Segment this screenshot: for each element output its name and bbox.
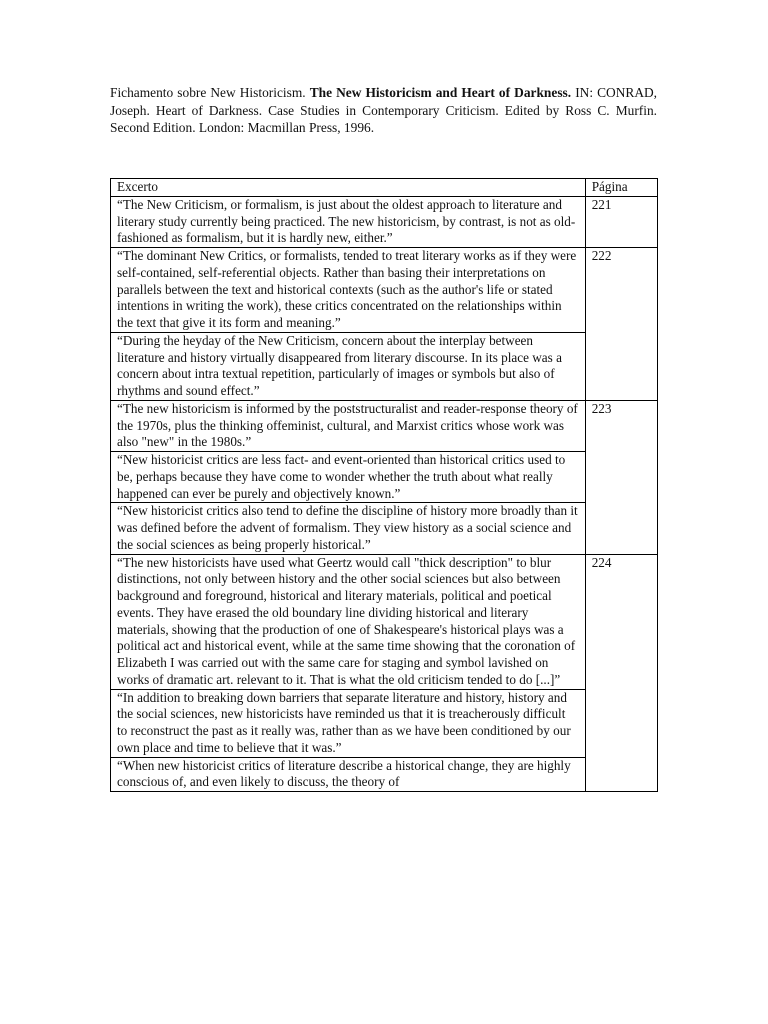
excerpt-cell: “The new historicism is informed by the poststructuralist and reader-response theory of the 1970s, plus the thinking offeminist, cultural, and Marxist critics whose work was also "new" in the 1980s.” [111, 400, 586, 451]
table-row [111, 689, 658, 757]
excerpt-part: “The new historicists have used what Geertz would call "thick description" to blur distinctions, not only between history and the other social sciences but also between [117, 554, 561, 587]
excerpt-cell: “New historicist critics are less fact- and event-oriented than historical critics used to be, perhaps because they have come to wonder whether the truth about what really happened can ever be purely and objectively known.” [111, 452, 586, 503]
excerpt-part-continued: background and foreground, historical and literary materials, political and poetical events. They have erased the old boundary line dividing historical and literary materials, showing that the production of one of Shakespeare's historical plays was a political act and historical event, while at the same time showing that the coronation of Elizabeth I was carried out with the same care for staging and symbol lavished on works of dramatic art. relevant to it. That is what the old criticism tended to do [...]” [117, 588, 576, 687]
table-row [111, 400, 658, 451]
table-row [111, 248, 658, 333]
table-row [111, 503, 658, 554]
table-row [111, 452, 658, 503]
excerpt-cell: “The dominant New Critics, or formalists, tended to treat literary works as if they were self-contained, self-referential objects. Rather than basing their interpretations on parallels between the text and historical contexts (such as the author's life or stated intentions in writing the work), these critics concentrated on the relationships within the text that give it its form and meaning.” [111, 248, 586, 333]
table-row [111, 554, 658, 689]
excerpts-table [110, 178, 658, 792]
bibliographic-citation [110, 84, 657, 137]
excerpt-column-header: Excerto [111, 179, 586, 197]
excerpt-cell: “New historicist critics also tend to define the discipline of history more broadly than it was defined before the advent of formalism. They view history as a social science and the social sciences as being properly historical.” [111, 503, 586, 554]
excerpt-cell: “In addition to breaking down barriers that separate literature and history, history and the social sciences, new historicists have reminded us that it is treacherously difficult to reconstruct the past as it really was, rather than as we have been conditioned by our own place and time to believe that it was.” [111, 689, 586, 757]
page-cell: 221 [585, 196, 657, 247]
table-row [111, 757, 658, 792]
excerpt-cell: “When new historicist critics of literature describe a historical change, they are highly conscious of, and even likely to discuss, the theory of [111, 757, 586, 792]
table-row [111, 332, 658, 400]
table-header-row [111, 179, 658, 197]
excerpt-cell [111, 554, 586, 689]
page-cell: 222 [585, 248, 657, 401]
excerpt-cell: “During the heyday of the New Criticism, concern about the interplay between literature and history virtually disappeared from literary discourse. In its place was a concern about intra textual repetition, particularly of images or symbols but also of rhythms and sound effect.” [111, 332, 586, 400]
citation-details: IN: CONRAD, Joseph. Heart of Darkness. Case Studies in Contemporary Criticism. Edited by Ross C. Murfin. Second Edition. London: Macmillan Press, 1996. [110, 85, 658, 135]
table-row [111, 196, 658, 247]
page-column-header: Página [585, 179, 657, 197]
citation-prefix: Fichamento sobre New Historicism. [110, 85, 306, 100]
page-cell: 223 [585, 400, 657, 554]
excerpt-cell: “The New Criticism, or formalism, is just about the oldest approach to literature and literary study currently being practiced. The new historicism, by contrast, is not as old-fashioned as formalism, but it is hardly new, either.” [111, 196, 586, 247]
citation-title: The New Historicism and Heart of Darkness. [309, 85, 572, 100]
page-cell: 224 [585, 554, 657, 792]
